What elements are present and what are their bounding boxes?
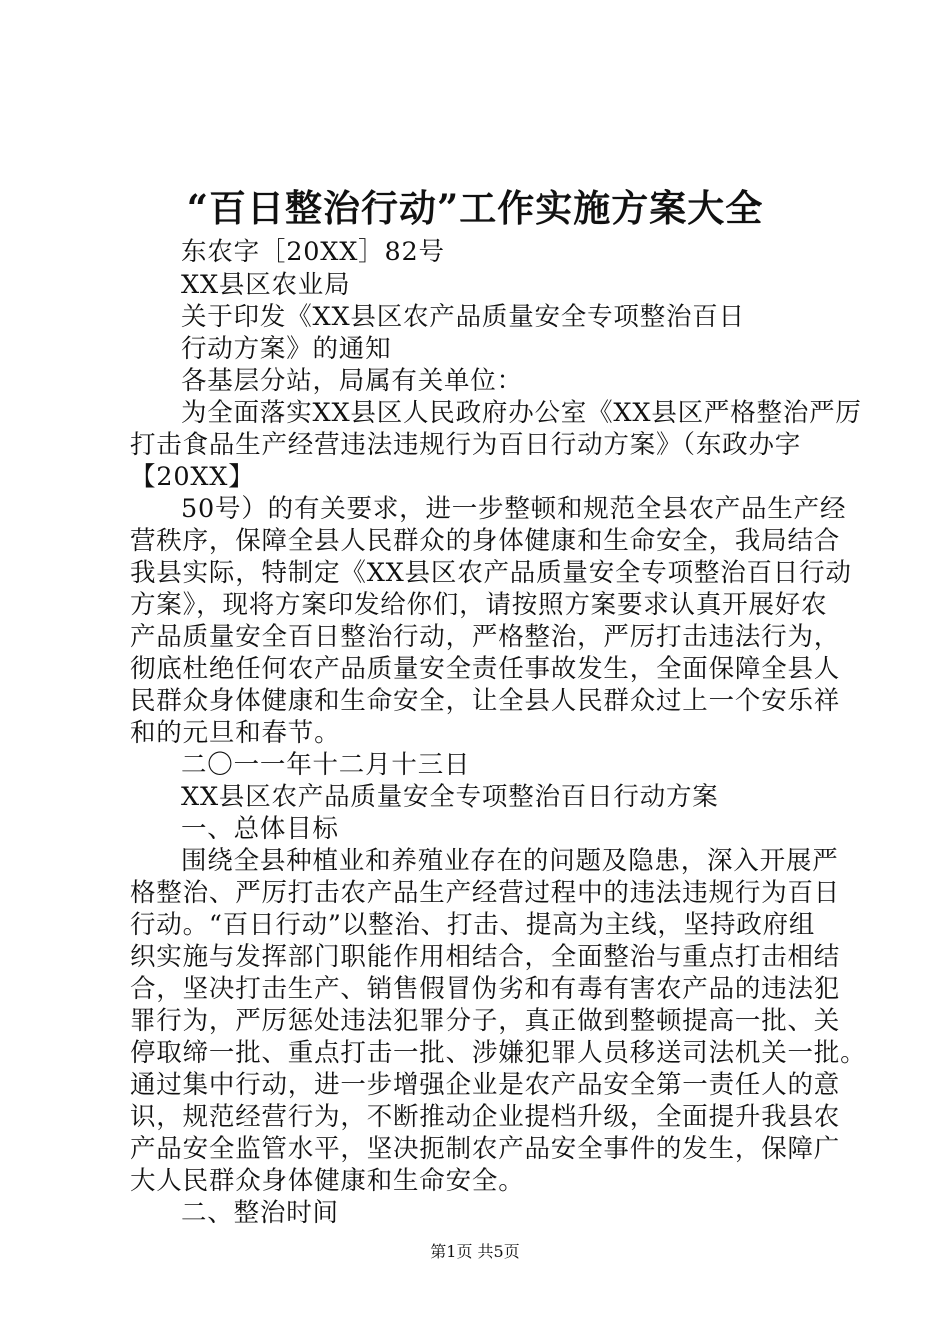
body-line: 罪行为，严厉惩处违法犯罪分子，真正做到整顿提高一批、关: [130, 1006, 841, 1036]
body-line: 织实施与发挥部门职能作用相结合，全面整治与重点打击相结: [130, 942, 841, 972]
body-line: 识，规范经营行为，不断推动企业提档升级，全面提升我县农: [130, 1102, 841, 1132]
body-line: 合，坚决打击生产、销售假冒伪劣和有毒有害农产品的违法犯: [130, 974, 841, 1004]
notice-subject-cont: 行动方案》的通知: [181, 334, 392, 364]
body-line: 我县实际，特制定《XX县区农产品质量安全专项整治百日行动: [130, 558, 852, 588]
body-line: 方案》，现将方案印发给你们，请按照方案要求认真开展好农: [130, 590, 828, 620]
body-line: 民群众身体健康和生命安全，让全县人民群众过上一个安乐祥: [130, 686, 841, 716]
body-line: 大人民群众身体健康和生命安全。: [130, 1166, 525, 1196]
body-line: 产品质量安全百日整治行动，严格整治，严厉打击违法行为，: [130, 622, 841, 652]
body-line: 和的元旦和春节。: [130, 718, 341, 748]
page-title: “百日整治行动”工作实施方案大全: [186, 186, 764, 230]
issue-date: 二〇一一年十二月十三日: [181, 750, 471, 780]
body-line: 彻底杜绝任何农产品质量安全责任事故发生，全面保障全县人: [130, 654, 841, 684]
plan-title: XX县区农产品质量安全专项整治百日行动方案: [181, 782, 719, 812]
body-line: 为全面落实XX县区人民政府办公室《XX县区严格整治严厉: [181, 398, 862, 428]
body-line: 格整治、严厉打击农产品生产经营过程中的违法违规行为百日: [130, 878, 841, 908]
body-line: 【20XX】: [130, 462, 255, 492]
body-line: 产品安全监管水平，坚决扼制农产品安全事件的发生，保障广: [130, 1134, 841, 1164]
recipients: 各基层分站，局属有关单位：: [181, 366, 523, 396]
body-line: 停取缔一批、重点打击一批、涉嫌犯罪人员移送司法机关一批。: [130, 1038, 867, 1068]
body-line: 围绕全县种植业和养殖业存在的问题及隐患，深入开展严: [181, 846, 839, 876]
body-line: 行动。“百日行动”以整治、打击、提高为主线，坚持政府组: [130, 910, 816, 940]
section-heading: 一、总体目标: [181, 814, 339, 844]
doc-number: 东农字［20XX］82号: [181, 237, 445, 267]
section-heading: 二、整治时间: [181, 1198, 339, 1228]
body-line: 50号）的有关要求，进一步整顿和规范全县农产品生产经: [181, 494, 847, 524]
body-line: 打击食品生产经营违法违规行为百日行动方案》（东政办字: [130, 430, 802, 460]
body-line: 营秩序，保障全县人民群众的身体健康和生命安全，我局结合: [130, 526, 841, 556]
body-line: 通过集中行动，进一步增强企业是农产品安全第一责任人的意: [130, 1070, 841, 1100]
page-footer: 第1页 共5页: [430, 1242, 520, 1261]
notice-subject: 关于印发《XX县区农产品质量安全专项整治百日: [181, 302, 745, 332]
issuer: XX县区农业局: [181, 270, 351, 300]
